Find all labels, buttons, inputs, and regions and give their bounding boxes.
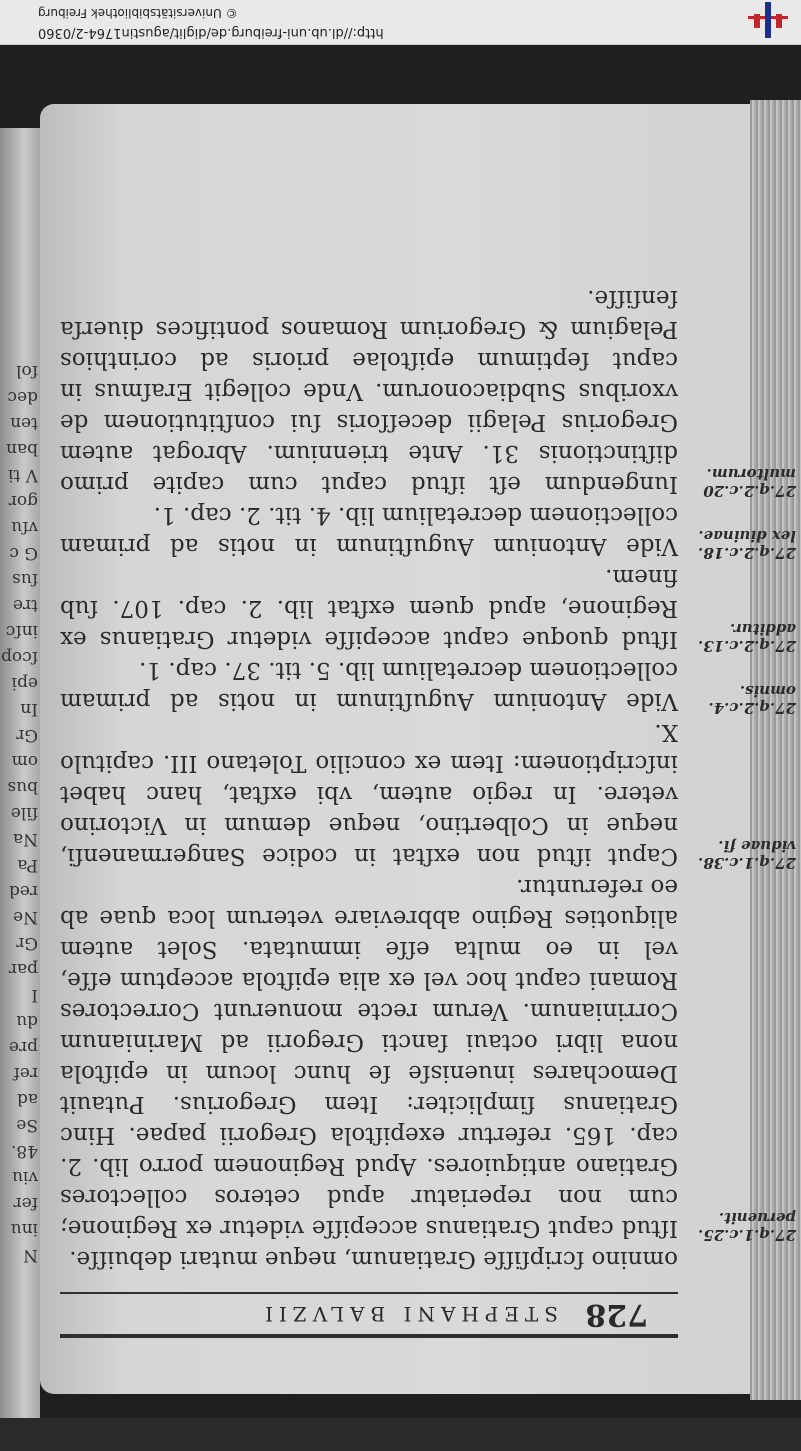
left-page-fragment: dec	[7, 387, 38, 407]
margin-note: 27.q.1.c.25. peruenit.	[698, 1209, 796, 1244]
left-page-fragment: ſile	[10, 803, 38, 823]
left-page-fragment: Se	[16, 1115, 38, 1135]
library-logo-icon	[748, 2, 788, 42]
paragraph: 27.q.1.c.38. viduae ſi. Caput iſtud non exſtat in codice Sangermanenſi, neque in Colbertino, neque demum in Victorino vetere. In regio autem, vbi exſtat, hanc habet inſcriptionem: Item ex concilio Toletano III. capitulo X.	[60, 719, 796, 872]
margin-note: 27.q.2.c.4. omnis.	[708, 682, 796, 717]
paragraph: 27.q.2.c.20 multorum. Iungendum eſt iſtud caput cum capite primo diſtinctionis 31. Ante triennium. Abrogat autem Gregorius Pelagii deceſſoris ſui conſtitutionem de vxoribus Subdiaconorum. Vnde collegit Eraſmus in caput ſeptimum epiſtolae prioris ad corinthios Pelagium & Gregorium Romanos pontifices diuerſa ſenſiſſe.	[60, 285, 796, 500]
left-page-fragment: ref	[13, 1063, 38, 1083]
left-page-fragment: red	[8, 881, 38, 901]
left-page-fragment: fer	[13, 1193, 38, 1213]
left-page-fragment: bus	[7, 777, 38, 797]
paragraph: 27.q.2.c.4. omnis. Vide Antonium Auguſtinum in notis ad primam collectionem decretalium lib. 5. tit. 37. cap. 1.	[60, 657, 796, 717]
copyright-notice: © Universitätsbibliothek Freiburg	[38, 6, 238, 20]
left-page-fragment: Na	[12, 829, 38, 849]
left-page-fragment: pre	[8, 1037, 38, 1057]
page-body	[60, 282, 796, 1274]
left-page-fragment: inu	[10, 1219, 38, 1239]
paragraph: 27.q.2.c.13. additur. Iſtud quoque caput accepiſſe videtur Gratianus ex Reginone, apud quem exſtat lib. 2. cap. 107. ſub finem.	[60, 564, 796, 655]
left-page-fragment: Ne	[13, 907, 38, 927]
banner-text-rotated	[20, 0, 780, 44]
header-rule-top	[60, 1334, 678, 1338]
running-title: STEPHANI BALVZII	[259, 1302, 558, 1326]
left-page-fragment: Gr	[16, 725, 38, 745]
margin-note: 27.q.1.c.38. viduae ſi.	[698, 837, 796, 872]
left-page-fragment: inſc	[5, 621, 38, 641]
left-page-fragment: 48.	[10, 1141, 38, 1161]
left-page-fragment: ad	[16, 1089, 38, 1109]
left-page-fragment: epi	[11, 673, 38, 693]
left-page-fragment: In	[20, 699, 38, 719]
left-page-fragment: par	[8, 959, 38, 979]
left-page-fragment: G c	[9, 543, 38, 563]
left-page-fragment: ſol	[16, 361, 38, 381]
left-page-fragment: viu	[12, 1167, 38, 1187]
paragraph: 27.q.2.c.18. lex diuinae. Vide Antonium Auguſtinum in notis ad primam collectionem decretalium lib. 4. tit. 2. cap. 1.	[60, 502, 796, 562]
left-page-fragment: ten	[10, 413, 38, 433]
page-number: 728	[585, 1297, 648, 1332]
left-page-fragment: om	[11, 751, 38, 771]
scan-bottom-border	[0, 1418, 801, 1451]
left-page-fragment: V ti	[8, 465, 38, 485]
left-page-fragment: gor	[8, 491, 38, 511]
left-page-fragment: I	[31, 985, 38, 1005]
left-page-fragment: N	[23, 1245, 38, 1265]
left-page-fragment: tre	[12, 595, 38, 615]
page-header	[60, 1278, 678, 1338]
paragraph: 27.q.1.c.25. peruenit. Iſtud caput Gratianus accepiſſe videtur ex Reginone; cum non reperiatur apud ceteros collectores Gratiano antiquiores. Apud Reginonem porro lib. 2. cap. 165. refertur exepiſtola Gregorii papae. Hinc Gratianus ſimpliciter: Item Gregorius. Putauit Demochares inuenisſe ſe hunc locum in epiſtola nona libri octaui ſancti Gregorii ad Marinianum Corrinianum. Verum recte monuerunt Correctores Romani caput hoc vel ex alia epiſtola acceptum eſſe, vel in eo multa eſſe immutata. Solet autem aliquoties Regino abbreviare veterum loca quae ab eo referuntur.	[60, 874, 796, 1244]
left-page-fragment: ſcop	[1, 647, 38, 667]
left-page-fragment: Gr	[16, 933, 38, 953]
header-rule-bottom	[60, 1292, 678, 1294]
margin-note: 27.q.2.c.20 multorum.	[703, 465, 796, 500]
left-page-fragment: du	[16, 1011, 38, 1031]
margin-note: 27.q.2.c.18. lex diuinae.	[698, 527, 796, 562]
left-page-fragment: Pa	[17, 855, 38, 875]
page-stack-edges	[750, 100, 801, 1400]
page-content-rotated	[60, 238, 796, 1338]
source-url-link[interactable]: http://dl.ub.uni-freiburg.de/diglit/agustin1764-2/0360	[38, 25, 384, 40]
left-page-edge	[0, 128, 40, 1418]
paragraph: omnino ſcripſiſſe Gratianum, neque mutari debuiſſe.	[69, 1246, 678, 1272]
left-page-fragment: ſus	[12, 569, 38, 589]
left-page-fragments	[1, 358, 38, 1268]
viewer-banner	[0, 0, 801, 45]
left-page-fragment: vſu	[11, 517, 38, 537]
margin-note: 27.q.2.c.13. additur.	[698, 620, 796, 655]
left-page-fragment: ban	[6, 439, 38, 459]
